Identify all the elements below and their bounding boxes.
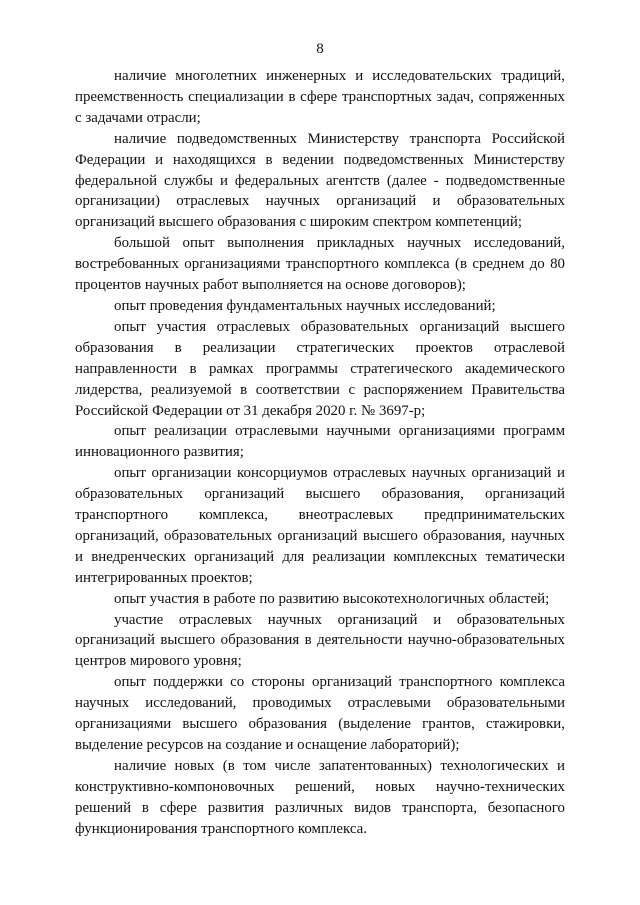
paragraph-consortiums: опыт организации консорциумов отраслевых научных организаций и образовательных организаций высшего образования, организаций транспортного комплекса, внеотраслевых предпринимательских организаций, образовательных организаций высшего образования, научных и внедренческих организаций для реализации комплексных тематически интегрированных проектов; [75,465,565,586]
page-number: 8 [316,41,324,57]
paragraph-fundamental-research: опыт проведения фундаментальных научных исследований; [114,297,496,314]
paragraph-new-solutions: наличие новых (в том числе запатентованных) технологических и конструктивно-компоновочных решений, новых научно-технических решений в сфере развития различных видов транспорта, безопасного функционирования транспортного комплекса. [75,757,565,837]
paragraph-subordinate-organizations: наличие подведомственных Министерству транспорта Российской Федерации и находящихся в ведении подведомственных Министерству федеральной службы и федеральных агентств (далее - подведомственные организации) отраслевых научных организаций и образовательных организаций высшего образования с широким спектром компетенций; [75,130,565,231]
paragraph-applied-research: большой опыт выполнения прикладных научных исследований, востребованных организациями транспортного комплекса (в среднем до 80 процентов научных работ выполняется на основе договоров); [75,235,565,294]
paragraph-world-class-centers: участие отраслевых научных организаций и образовательных организаций высшего образования в деятельности научно-образовательных центров мирового уровня; [75,611,565,670]
paragraph-engineering-traditions: наличие многолетних инженерных и исследовательских традиций, преемственность специализации в сфере транспортных задач, сопряженных с задачами отрасли; [75,68,565,126]
document-body [75,66,565,840]
paragraph-industry-support: опыт поддержки со стороны организаций транспортного комплекса научных исследований, проводимых отраслевыми образовательными организациями высшего образования (выделение грантов, стажировки, выделение ресурсов на создание и оснащение лабораторий); [75,674,565,753]
paragraph-innovation-programs: опыт реализации отраслевыми научными организациями программ инновационного развития; [75,423,565,461]
paragraph-strategic-projects: опыт участия отраслевых образовательных организаций высшего образования в реализации стратегических проектов отраслевой направленности в рамках программы стратегического академического лидерства, реализуемой в соответствии с распоряжением Правительства Российской Федерации от 31 декабря 2020 г. № 3697-р; [75,318,565,419]
paragraph-high-tech-areas: опыт участия в работе по развитию высокотехнологичных областей; [114,590,550,607]
